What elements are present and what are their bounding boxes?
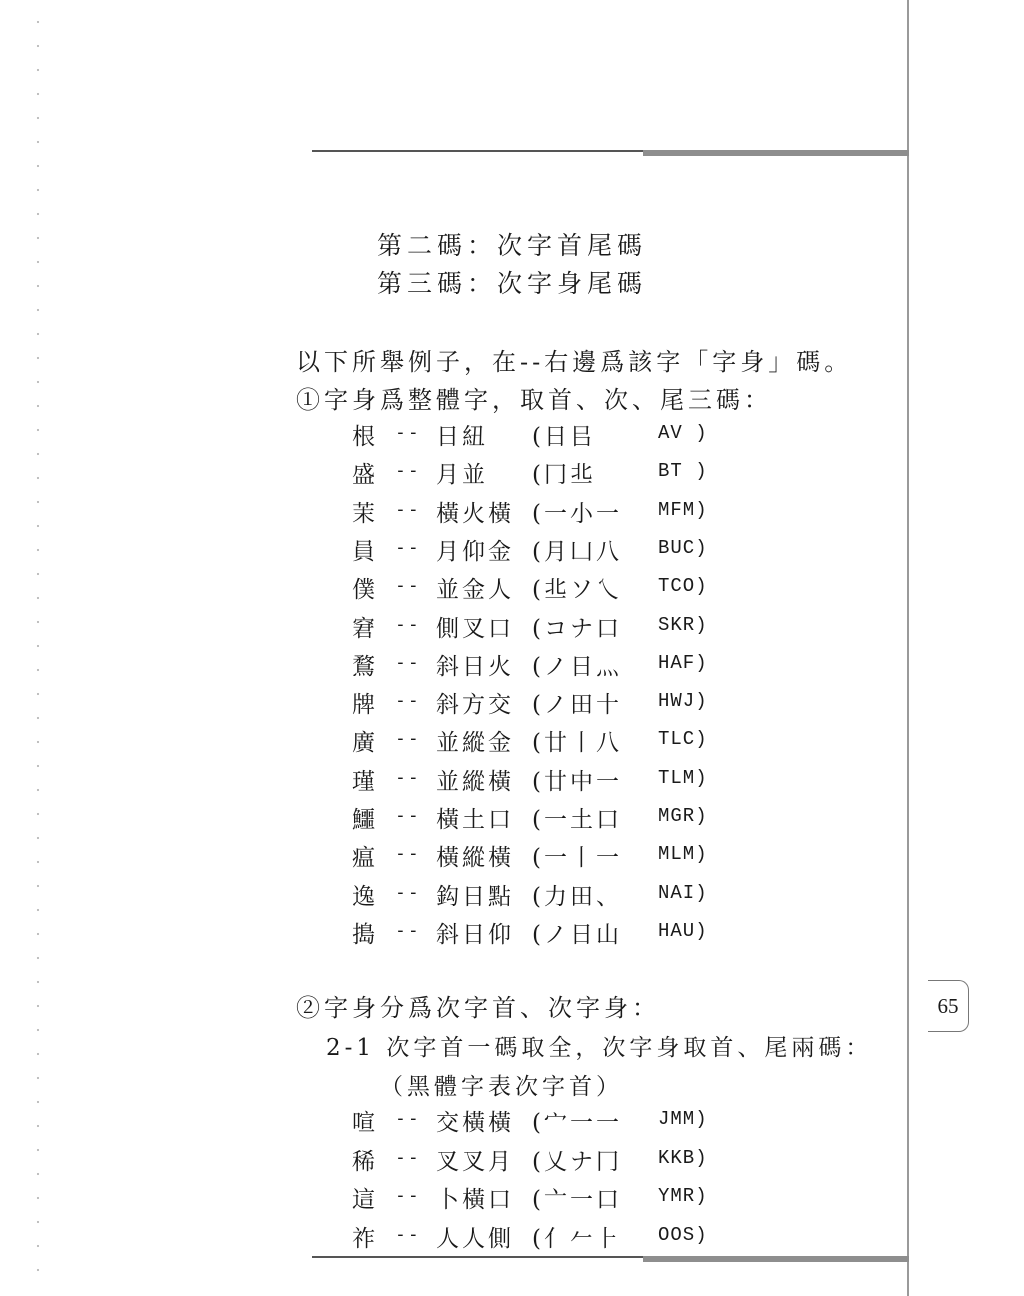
example-character: 窘 xyxy=(352,615,375,642)
stroke-names: 月仰金 xyxy=(436,538,514,565)
intro-note: 以下所舉例子，在--右邊爲該字「字身」碼。 xyxy=(296,348,853,376)
code-letters: YMR) xyxy=(658,1185,708,1207)
component-glyphs: (ノ田十 xyxy=(532,692,622,719)
separator-dashes: -- xyxy=(395,766,421,788)
separator-dashes: -- xyxy=(395,1146,421,1168)
example-character: 逸 xyxy=(352,883,375,910)
code-letters: OOS) xyxy=(658,1223,708,1246)
example-character: 盛 xyxy=(352,462,375,489)
example-character: 鶩 xyxy=(352,653,375,680)
example-character: 搗 xyxy=(352,921,375,948)
separator-dashes: -- xyxy=(395,422,421,443)
separator-dashes: -- xyxy=(395,1185,421,1206)
separator-dashes: -- xyxy=(395,1108,421,1129)
stroke-names: 側叉口 xyxy=(436,615,514,642)
component-glyphs: (丠ソ乀 xyxy=(532,577,622,604)
code-letters: HAF) xyxy=(658,651,708,674)
component-glyphs: (宀一一 xyxy=(532,1110,622,1136)
stroke-names: 並金人 xyxy=(436,577,514,604)
stroke-names: 叉叉月 xyxy=(436,1148,514,1175)
stroke-names: 卜橫口 xyxy=(436,1187,514,1213)
stroke-names: 橫縱橫 xyxy=(436,845,514,872)
component-glyphs: (力田、 xyxy=(532,883,622,910)
stroke-names: 月並 xyxy=(436,462,488,489)
stroke-names: 橫火橫 xyxy=(436,500,514,527)
stroke-names: 並縱橫 xyxy=(436,768,514,795)
component-glyphs: (亠一口 xyxy=(532,1187,622,1213)
code-letters: HAU) xyxy=(658,919,708,942)
separator-dashes: -- xyxy=(395,498,421,520)
separator-dashes: -- xyxy=(395,575,421,597)
section-2-note: （黑體字表次字首） xyxy=(380,1074,623,1100)
section-2-heading: ②字身分爲次字首、次字身： xyxy=(296,994,660,1022)
right-edge-line xyxy=(907,0,909,1296)
intro-line-1: 第二碼：次字首尾碼 xyxy=(377,231,648,260)
code-letters: HWJ) xyxy=(658,690,708,713)
separator-dashes: -- xyxy=(395,651,421,673)
stroke-names: 鈎日點 xyxy=(436,883,514,910)
example-character: 僕 xyxy=(352,577,375,604)
stroke-names: 人人側 xyxy=(436,1225,514,1252)
code-letters: MFM) xyxy=(658,498,708,521)
separator-dashes: -- xyxy=(395,613,421,635)
footer-rule-shade xyxy=(643,1256,909,1262)
intro-line-2: 第三碼：次字身尾碼 xyxy=(377,269,648,298)
code-letters: BT ) xyxy=(658,460,708,483)
code-letters: TLM) xyxy=(658,766,708,789)
component-glyphs: (乂ナ冂 xyxy=(532,1148,622,1175)
component-glyphs: (コナ口 xyxy=(532,615,622,642)
code-letters: TCO) xyxy=(658,575,708,598)
component-glyphs: (一小一 xyxy=(532,500,622,527)
component-glyphs: (廿丨八 xyxy=(532,730,622,757)
header-rule-shade xyxy=(643,150,909,156)
example-character: 這 xyxy=(352,1187,375,1213)
component-glyphs: (一丨一 xyxy=(532,845,622,872)
code-letters: JMM) xyxy=(658,1108,708,1130)
example-character: 喧 xyxy=(352,1110,375,1136)
component-glyphs: (日㠯 xyxy=(532,424,596,450)
example-character: 根 xyxy=(352,424,375,450)
stroke-names: 斜日火 xyxy=(436,653,514,680)
section-2-subheading: 2-1 次字首一碼取全，次字身取首、尾兩碼： xyxy=(326,1035,873,1061)
separator-dashes: -- xyxy=(395,881,421,903)
separator-dashes: -- xyxy=(395,805,421,826)
example-character: 廣 xyxy=(352,730,375,757)
component-glyphs: (ノ日灬 xyxy=(532,653,622,680)
example-character: 祚 xyxy=(352,1225,375,1252)
code-letters: BUC) xyxy=(658,536,708,559)
separator-dashes: -- xyxy=(395,536,421,558)
stroke-names: 並縱金 xyxy=(436,730,514,757)
separator-dashes: -- xyxy=(395,1223,421,1245)
stroke-names: 斜日仰 xyxy=(436,921,514,948)
separator-dashes: -- xyxy=(395,919,421,941)
example-character: 瘟 xyxy=(352,845,375,872)
component-glyphs: (一土口 xyxy=(532,807,622,833)
component-glyphs: (月凵八 xyxy=(532,538,622,565)
code-letters: KKB) xyxy=(658,1146,708,1169)
stroke-names: 日紐 xyxy=(436,424,488,450)
code-letters: AV ) xyxy=(658,422,708,444)
stroke-names: 橫土口 xyxy=(436,807,514,833)
example-character: 稀 xyxy=(352,1148,375,1175)
example-character: 鱷 xyxy=(352,807,375,833)
code-letters: TLC) xyxy=(658,728,708,751)
stroke-names: 斜方交 xyxy=(436,692,514,719)
example-character: 員 xyxy=(352,538,375,565)
binding-holes xyxy=(36,10,40,1290)
component-glyphs: (廿中一 xyxy=(532,768,622,795)
component-glyphs: (ノ日山 xyxy=(532,921,622,948)
separator-dashes: -- xyxy=(395,460,421,482)
page-number: 65 xyxy=(928,980,969,1032)
section-1-heading: ①字身爲整體字，取首、次、尾三碼： xyxy=(296,386,772,414)
code-letters: MGR) xyxy=(658,805,708,827)
code-letters: NAI) xyxy=(658,881,708,904)
stroke-names: 交橫橫 xyxy=(436,1110,514,1136)
separator-dashes: -- xyxy=(395,843,421,865)
example-character: 瑾 xyxy=(352,768,375,795)
separator-dashes: -- xyxy=(395,728,421,750)
example-character: 牌 xyxy=(352,692,375,719)
code-letters: SKR) xyxy=(658,613,708,636)
component-glyphs: (冂丠 xyxy=(532,462,596,489)
separator-dashes: -- xyxy=(395,690,421,712)
code-letters: MLM) xyxy=(658,843,708,866)
example-character: 茉 xyxy=(352,500,375,527)
component-glyphs: (亻𠂉⺊ xyxy=(532,1225,622,1252)
